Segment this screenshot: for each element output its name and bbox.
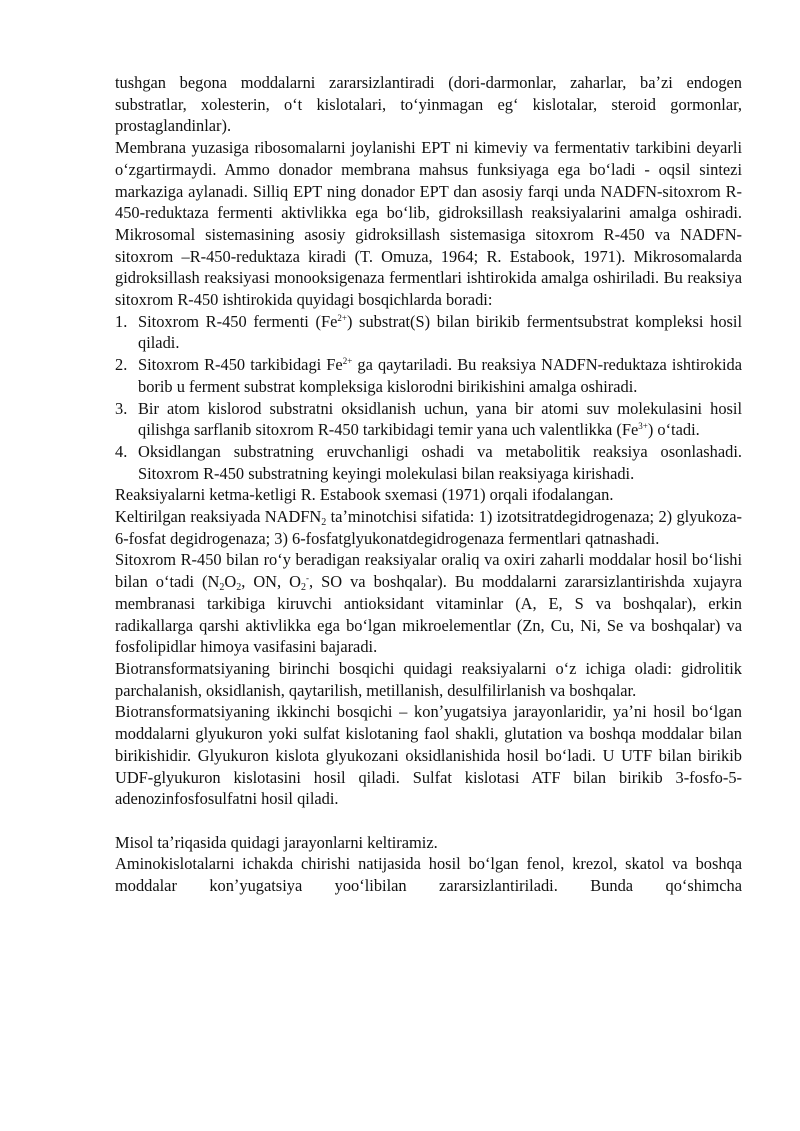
list-item: 2. Sitoxrom R-450 tarkibidagi $Fe^{2+}$ ga qaytariladi. Bu reaksiya NADFN-reduktaza ishtirokida borib u ferment substrat kompleksiga kislorodni birikishini amalga oshiradi.	[115, 355, 743, 396]
list-number: 1.	[115, 311, 128, 331]
list-number: 4.	[115, 441, 128, 461]
paragraph-intro: tushgan begona moddalarni zararsizlantiradi (dori-darmonlar, zaharlar, baʼzi endogen substratlar, xolesterin, oʻt kislotalari, toʻyinmagan egʻ kislotalar, steroid gormonlar, prostaglandinlar).	[115, 73, 742, 136]
list-item: 3. Bir atom kislorod substratni oksidlanish uchun, yana bir atomi suv molekulasini hosil qilishga sarflanib sitoxrom R-450 tarkibidagi temir yana uch valentlikka $(Fe^{3+})$ oʻtadi.	[115, 398, 742, 440]
document-page	[115, 72, 742, 897]
paragraph-amino-acids: Aminokislotalarni ichakda chirishi natijasida hosil boʻlgan fenol, krezol, skatol va boshqa moddalar konʼyugatsiya yooʻlibilan zararsizlantiriladi. Bunda qoʻshimcha	[115, 854, 742, 895]
reaction-steps-list	[115, 311, 742, 485]
paragraph-first-stage: Biotransformatsiyaning birinchi bosqichi quidagi reaksiyalarni oʻz ichiga oladi: gidrolitik parchalanish, oksidlanish, qaytarilish, metillanish, desulfilirlanish va boshqalar.	[115, 658, 742, 700]
list-number: 3.	[115, 398, 128, 418]
paragraph-scheme: Reaksiyalarni ketma-ketligi R. Estabook sxemasi (1971) orqali ifodalangan.	[115, 485, 614, 505]
paragraph-membrane: Membrana yuzasiga ribosomalarni joylanishi EPT ni kimeviy va fermentativ tarkibini deyarli oʻzgartirmaydi. Ammo donador membrana mahsus funksiyaga ega boʻladi - oqsil sintezi markaziga aylanadi. Silliq EPT ning donador EPT dan asosiy farqi unda NADFN-sitoxrom R-450-reduktaza fermenti aktivlikka ega boʻlib, gidroksillash reaksiyalarini amalga oshiradi. Mikrosomal sistemasining asosiy gidroksillash sistemasiga sitoxrom R-450 va NADFN-sitoxrom –R-450-reduktaza kiradi (T. Omuza, 1964; R. Estabook, 1971). Mikrosomalarda gidroksillash reaksiyasi monooksigenaza fermentlari ishtirokida amalga oshiriladi. Bu reaksiya sitoxrom R-450 ishtirokida quyidagi bosqichlarda boradi:	[115, 138, 742, 310]
list-number: 2.	[115, 355, 128, 375]
list-item: 1. Sitoxrom R-450 fermenti $(Fe^{2+})$ substrat(S) bilan birikib fermentsubstrat kompleksi hosil qiladi.	[115, 311, 742, 353]
list-item: 4. Oksidlangan substratning eruvchanligi oshadi va metabolitik reaksiya osonlashadi. Sitoxrom R-450 substratning keyingi molekulasi bilan reaksiyaga kirishadi.	[115, 441, 742, 483]
paragraph-toxic-products: Sitoxrom R-450 bilan roʻy beradigan reaksiyalar oraliq va oxiri zaharli moddalar hosil boʻlishi bilan oʻtadi ($N_2O_2$, ON, $O_2^-$, SO va boshqalar). Bu moddalarni zararsizlantirishda xujayra membranasi tarkibiga kiruvchi antioksidant vitaminlar (A, E, S va boshqalar), erkin radikallarga qarshi aktivlikka ega boʻlgan mikroelementlar (Zn, Cu, Ni, Se va boshqalar) va fosfolipidlar himoya vasifasini bajaradi.	[115, 550, 743, 657]
paragraph-second-stage: Biotransformatsiyaning ikkinchi bosqichi – konʼyugatsiya jarayonlaridir, yaʼni hosil boʻlgan moddalarni glyukuron yoki sulfat kislotaning faol shakli, glutation va boshqa moddalar bilan birikishidir. Glyukuron kislota glyukozani oksidlanishida hosil boʻladi. U UTF bilan birikib UDF-glyukuron kislotasini hosil qiladi. Sulfat kislotasi ATF bilan birikib 3-fosfo-5-adenozinfosfosulfatni hosil qiladi.	[115, 702, 742, 809]
paragraph-nadfn: Keltirilgan reaksiyada $NADFN_2$ taʼminotchisi sifatida: 1) izotsitratdegidrogenaza; 2) glyukoza-6-fosfat degidrogenaza; 3) 6-fosfatglyukonatdegidrogenaza fermentlari qatnashadi.	[115, 507, 742, 548]
paragraph-example: Misol taʼriqasida quidagi jarayonlarni keltiramiz.	[115, 832, 438, 852]
